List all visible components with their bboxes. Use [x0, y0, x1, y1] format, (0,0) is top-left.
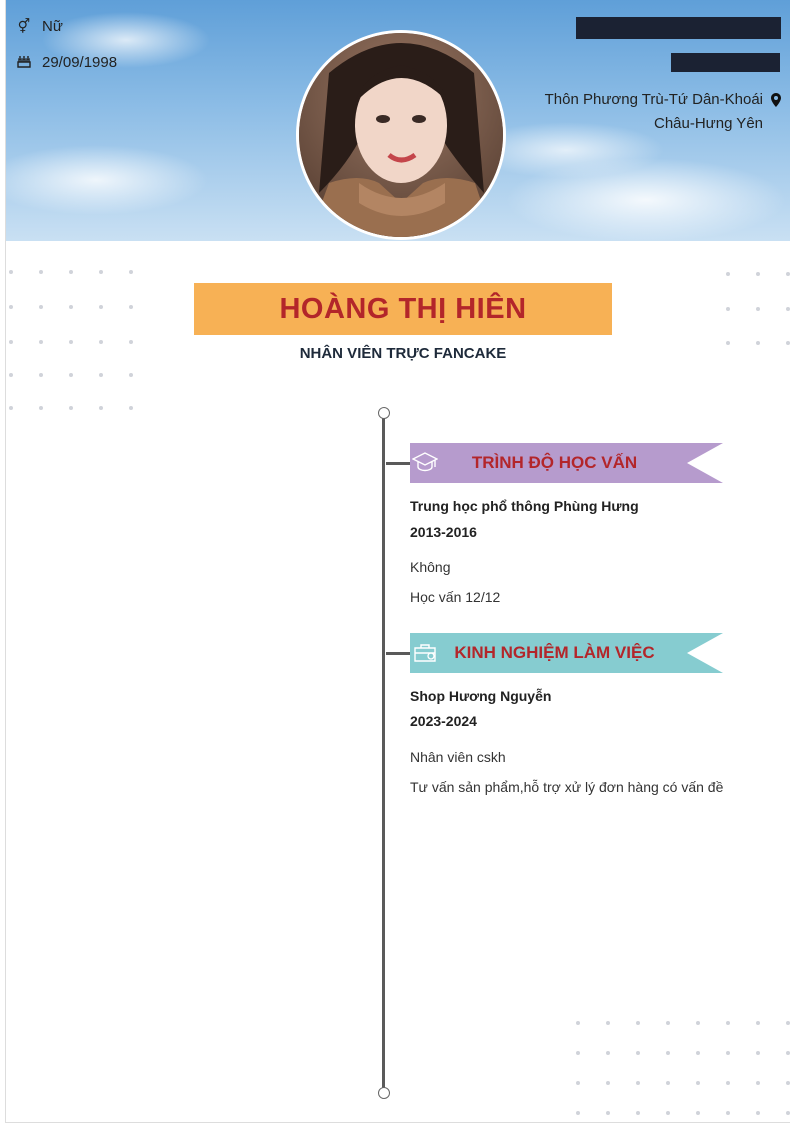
gender-icon: ⚥	[17, 18, 31, 34]
education-connector	[386, 462, 410, 465]
experience-title: KINH NGHIỆM LÀM VIỆC	[454, 643, 655, 662]
experience-company: Shop Hương Nguyễn	[410, 688, 552, 704]
avatar	[296, 30, 506, 240]
education-title: TRÌNH ĐỘ HỌC VẤN	[471, 453, 638, 472]
education-banner	[410, 443, 723, 483]
education-period: 2013-2016	[410, 524, 477, 540]
job-position: NHÂN VIÊN TRỰC FANCAKE	[299, 345, 507, 362]
education-detail: Học vấn 12/12	[410, 589, 501, 605]
address-text: Thôn Phương Trù-Tứ Dân-Khoái Châu-Hưng Yên	[544, 91, 763, 132]
gender-row	[16, 18, 63, 35]
decor-dots-left	[6, 262, 146, 422]
birthday-cake-icon	[16, 54, 32, 71]
name-box	[194, 283, 612, 335]
experience-detail: Tư vấn sản phẩm,hỗ trợ xử lý đơn hàng có vấn đề	[410, 779, 724, 795]
experience-banner	[410, 633, 723, 673]
experience-connector	[386, 652, 410, 655]
decor-dots-right	[716, 262, 790, 352]
full-name: HOÀNG THỊ HIÊN	[279, 292, 527, 325]
education-school: Trung học phổ thông Phùng Hưng	[410, 498, 639, 514]
decor-dots-bottom	[566, 1015, 790, 1120]
experience-period: 2023-2024	[410, 713, 477, 729]
birthday-value: 29/09/1998	[42, 54, 118, 71]
header-banner	[6, 0, 790, 241]
timeline-start-node	[378, 407, 390, 419]
timeline-end-node	[378, 1087, 390, 1099]
birthday-row	[16, 54, 117, 71]
cv-page	[5, 0, 790, 1123]
experience-role: Nhân viên cskh	[410, 749, 506, 765]
education-major: Không	[410, 559, 451, 575]
gender-value: Nữ	[42, 18, 63, 35]
timeline-line	[382, 413, 385, 1093]
map-pin-icon	[771, 93, 781, 112]
redacted-email	[671, 53, 780, 72]
redacted-phone	[576, 17, 781, 39]
